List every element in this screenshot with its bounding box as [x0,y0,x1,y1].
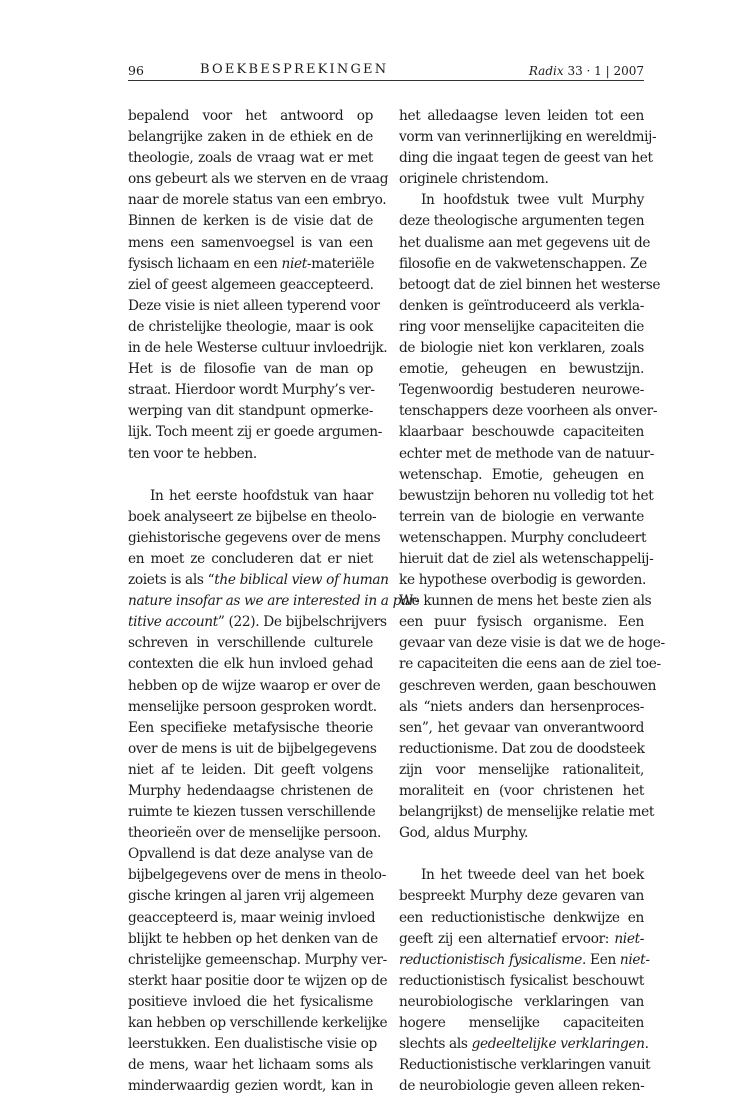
text-line: als “niets anders dan hersenproces- [399,698,644,715]
paragraph-gap [128,465,373,486]
header-rule [128,80,644,81]
text-line: niet af te leiden. Dit geeft volgens [128,761,373,778]
text-line: ruimte te kiezen tussen verschillende [128,804,376,821]
text-line: belangrijke zaken in de ethiek en de [128,129,373,146]
text-line: giehistorische gegevens over de mens [128,529,381,546]
text-line: sen”, het gevaar van onverantwoord [399,719,644,736]
text-line: boek analyseert ze bijbelse en theolo- [128,508,377,525]
text-line: Het is de filosofie van de man op [128,361,373,378]
text-line: gische kringen al jaren vrij algemeen [128,888,374,905]
text-line: werping van dit standpunt opmerke- [128,403,373,420]
text-line: geschreven werden, gaan beschouwen [399,677,657,694]
text-line: minderwaardig gezien wordt, kan in [128,1078,373,1095]
text-line: ding die ingaat tegen de geest van het [399,150,653,167]
text-line: positieve invloed die het fysicalisme [128,993,373,1010]
text-line: originele christendom. [399,171,549,188]
text-line: het dualisme aan met gegevens uit de [399,234,651,251]
text-line: mens een samenvoegsel is van een [128,234,373,251]
text-line: blijkt te hebben op het denken van de [128,930,378,947]
text-line: We kunnen de mens het beste zien als [399,593,652,610]
running-header [128,62,644,80]
text-line: klaarbaar beschouwde capaciteiten [399,424,644,441]
text-line: denken is geïntroduceerd als verkla- [399,297,644,314]
paragraph-gap [399,844,644,865]
italic-text: niet- [619,951,650,968]
text-line [128,591,420,612]
text-line: filosofie en de vakwetenschappen. Ze [399,255,647,272]
text-line: ring voor menselijke capaciteiten die [399,318,644,335]
text-line: schreven in verschillende culturele [128,635,373,652]
text-line: kan hebben op verschillende kerkelijke [128,1015,388,1032]
text-line: ziel of geest algemeen geaccepteerd. [128,276,374,293]
text-line: emotie, geheugen en bewustzijn. [399,361,644,378]
italic-text: niet- [614,930,644,947]
text-line: lijk. Toch meent zij er goede argumen- [128,424,382,441]
text-line: geeft zij een alternatief ervoor: niet- [399,930,644,947]
text-line: leerstukken. Een dualistische visie op [128,1036,377,1053]
italic-text: niet- [281,255,312,272]
right-column [399,106,665,1097]
italic-text: nature insofar as we are interested in a par- [128,593,420,610]
text-line: wetenschap. Emotie, geheugen en [399,466,644,483]
text-line: de mens, waar het lichaam soms als [128,1057,373,1074]
text-line: betoogt dat de ziel binnen het westerse [399,276,661,293]
text-line: bijbelgegevens over de mens in theolo- [128,867,386,884]
italic-text: the biblical view of human [214,572,389,589]
text-line: contexten die elk hun invloed gehad [128,656,373,673]
text-line: Murphy hedendaagse christenen de [128,783,373,799]
text-line: titive account” (22). De bijbelschrijvers [128,614,387,631]
text-line: wetenschappen. Murphy concludeert [399,529,647,546]
italic-text: titive account [128,614,218,631]
text-line: vorm van verinnerlijking en wereldmij- [399,129,657,146]
page-number: 96 [128,63,144,78]
text-line: Tegenwoordig bestuderen neurowe- [399,382,644,399]
text-line: echter met de methode van de natuur- [399,445,655,462]
text-line: gevaar van deze visie is dat we de hoge- [399,635,665,652]
journal-issue: 33 · 1 | 2007 [563,64,644,78]
text-line: een reductionistische denkwijze en [399,909,644,926]
text-line: hogere menselijke capaciteiten [399,1015,644,1032]
left-column [128,106,420,1097]
text-line: ons gebeurt als we sterven en de vraag [128,171,389,188]
journal-name: Radix [528,64,564,78]
text-line: deze theologische argumenten tegen [399,213,645,230]
text-line: en moet ze concluderen dat er niet [128,550,373,567]
text-line: fysisch lichaam en een niet-materiële [128,255,375,272]
text-line: bespreekt Murphy deze gevaren van [399,888,644,905]
journal-reference [529,63,644,79]
text-line: de christelijke theologie, maar is ook [128,318,373,335]
text-line: In hoofdstuk twee vult Murphy [421,192,644,209]
text-line: Een specifieke metafysische theorie [128,719,373,736]
text-line: bewustzijn behoren nu volledig tot het [399,487,654,504]
text-line: bepalend voor het antwoord op [128,108,373,124]
text-line: hebben op de wijze waarop er over de [128,677,381,694]
italic-text: reductionistisch fysicalisme [399,951,583,968]
text-line: hieruit dat de ziel als wetenschappelij- [399,550,654,567]
text-line: tenschappers deze voorheen als onver- [399,403,658,420]
section-title: BOEKBESPREKINGEN [200,62,389,77]
text-line: reductionisme. Dat zou de doodsteek [399,740,645,757]
text-line: moraliteit en (voor christenen het [399,783,644,799]
text-line: zoiets is als “the biblical view of human [128,572,389,589]
text-line: in de hele Westerse cultuur invloedrijk. [128,340,388,357]
text-line: neurobiologische verklaringen van [399,993,644,1010]
text-line: theologie, zoals de vraag wat er met [128,150,373,167]
text-line: reductionistisch fysicalist beschouwt [399,972,644,989]
text-line: Binnen de kerken is de visie dat de [128,213,373,230]
italic-text: gedeeltelijke verklaringen [471,1036,645,1053]
text-line: Reductionistische verklaringen vanuit [399,1057,651,1074]
text-line: God, aldus Murphy. [399,825,529,842]
text-line: Opvallend is dat deze analyse van de [128,846,373,863]
text-line: In het tweede deel van het boek [421,867,644,884]
text-line: straat. Hierdoor wordt Murphy’s ver- [128,382,375,399]
text-line: christelijke gemeenschap. Murphy ver- [128,951,387,968]
text-line: sterkt haar positie door te wijzen op de [128,972,388,989]
text-line: theorieën over de menselijke persoon. [128,825,382,842]
text-line: Deze visie is niet alleen typerend voor [128,297,380,314]
text-line: terrein van de biologie en verwante [399,508,644,525]
text-line: een puur fysisch organisme. Een [399,614,644,631]
text-line: re capaciteiten die eens aan de ziel toe- [399,656,661,673]
text-line: slechts als gedeeltelijke verklaringen. [399,1036,649,1053]
text-line: de neurobiologie geven alleen reken- [399,1078,645,1095]
text-line: menselijke persoon gesproken wordt. [128,698,377,715]
text-line: In het eerste hoofdstuk van haar [150,487,373,504]
text-line: zijn voor menselijke rationaliteit, [399,761,644,778]
text-line: ke hypothese overbodig is geworden. [399,572,646,589]
text-line: ten voor te hebben. [128,445,257,462]
text-line: reductionistisch fysicalisme. Een niet- [399,951,650,968]
text-line: geaccepteerd is, maar weinig invloed [128,909,376,926]
text-line: de biologie niet kon verklaren, zoals [399,340,644,357]
text-line: naar de morele status van een embryo. [128,192,387,209]
text-line: belangrijkst) de menselijke relatie met [399,804,655,821]
text-line: het alledaagse leven leiden tot een [399,108,644,124]
text-line: over de mens is uit de bijbelgegevens [128,740,377,757]
